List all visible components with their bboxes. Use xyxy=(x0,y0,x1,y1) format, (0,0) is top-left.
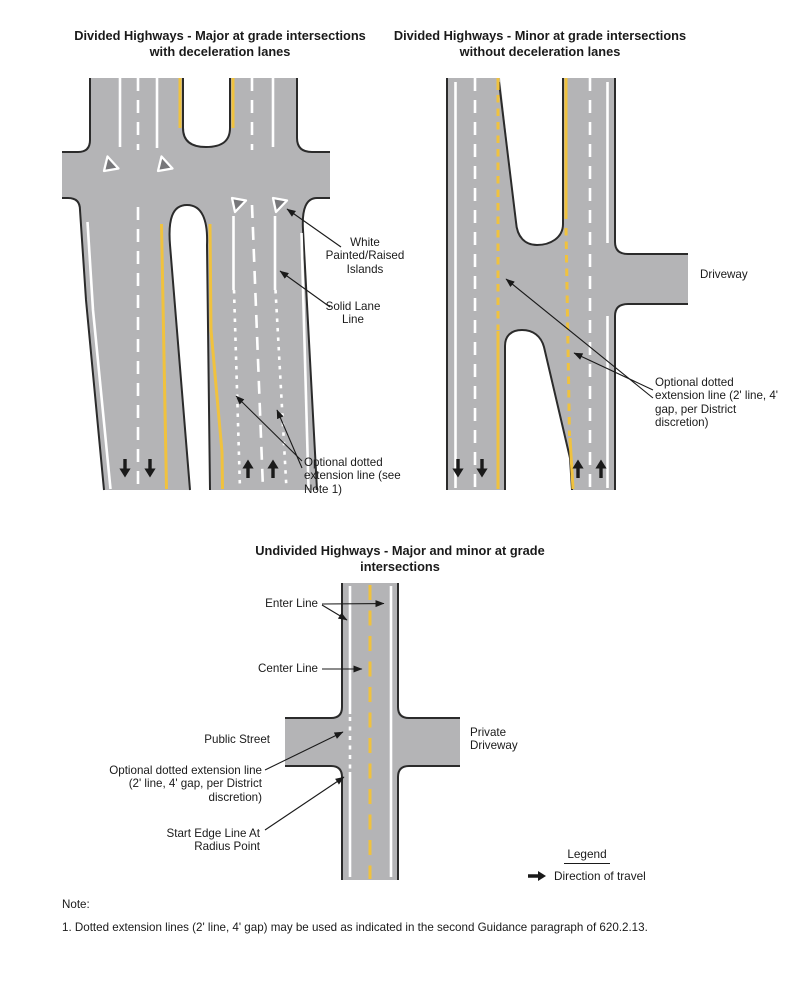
legend-item-label: Direction of travel xyxy=(554,869,646,883)
callout-public-street: Public Street xyxy=(204,733,270,746)
callout-white-islands: White Painted/Raised Islands xyxy=(325,236,405,276)
callout-enter-line: Enter Line xyxy=(265,597,318,610)
diagram-undivided xyxy=(265,583,460,880)
leader-enter-line xyxy=(322,604,384,605)
diagram-divided-major xyxy=(62,78,341,490)
leader-start-edge-line xyxy=(265,777,344,830)
legend-item-direction-of-travel xyxy=(527,869,646,883)
callout-center-line: Center Line xyxy=(258,662,318,675)
title-undivided: Undivided Highways - Major and minor at grade intersections xyxy=(255,543,545,574)
callout-optional-dotted-note1: Optional dotted extension line (see Note 1) xyxy=(304,456,401,496)
right-arrow-icon xyxy=(527,870,547,882)
title-divided-minor: Divided Highways - Minor at grade intersections without deceleration lanes xyxy=(393,28,687,59)
callout-optional-dotted-bottom: Optional dotted extension line (2' line, 4' gap, per District discretion) xyxy=(109,764,262,804)
callout-driveway: Driveway xyxy=(700,268,748,281)
note-heading: Note: xyxy=(62,898,90,911)
legend-title: Legend xyxy=(550,847,624,864)
note-line: 1. Dotted extension lines (2' line, 4' gap) may be used as indicated in the second Guidance paragraph of 620.2.13. xyxy=(62,921,648,934)
callout-optional-dotted-right: Optional dotted extension line (2' line, 4' gap, per District discretion) xyxy=(655,376,779,430)
road-surface xyxy=(62,78,330,490)
callout-solid-lane-line: Solid Lane Line xyxy=(325,300,381,327)
road-surface xyxy=(285,583,460,880)
diagram-divided-minor xyxy=(447,78,688,490)
title-divided-major: Divided Highways - Major at grade intersections with deceleration lanes xyxy=(74,28,366,59)
callout-start-edge-line: Start Edge Line At Radius Point xyxy=(166,827,260,854)
callout-private-driveway: Private Driveway xyxy=(470,726,518,753)
